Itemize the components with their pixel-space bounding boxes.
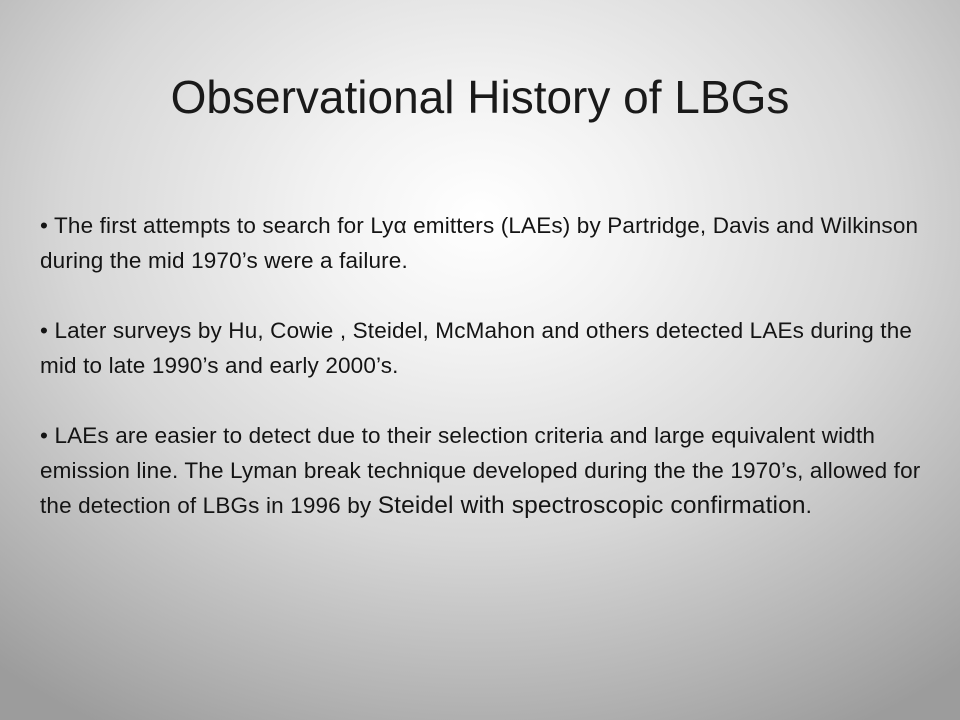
- slide-title: Observational History of LBGs: [170, 71, 790, 123]
- paragraph-text-emphasis: Steidel with spectroscopic confirmation: [377, 492, 806, 519]
- bullet-icon: •: [40, 213, 49, 238]
- bullet-icon: •: [40, 423, 49, 448]
- bullet-icon: •: [40, 318, 49, 343]
- paragraph-text: Later surveys by Hu, Cowie , Steidel, McMahon and others detected LAEs during the mid to late 1990’s and early 2000’s.: [40, 318, 913, 378]
- bullet-paragraph-3: [40, 418, 925, 523]
- paragraph-text-end: .: [805, 493, 813, 518]
- bullet-paragraph-2: [40, 313, 925, 383]
- bullet-paragraph-1: [40, 208, 925, 278]
- paragraph-text: The first attempts to search for Lyα emitters (LAEs) by Partridge, Davis and Wilkinson during the mid 1970’s were a failure.: [40, 213, 919, 273]
- slide-body: [40, 208, 925, 523]
- paragraph-text: LAEs are easier to detect due to their selection criteria and large equivalent width emission line. The Lyman break technique developed during the the 1970’s, allowed for the detection of LBGs in 1996 by: [40, 423, 921, 518]
